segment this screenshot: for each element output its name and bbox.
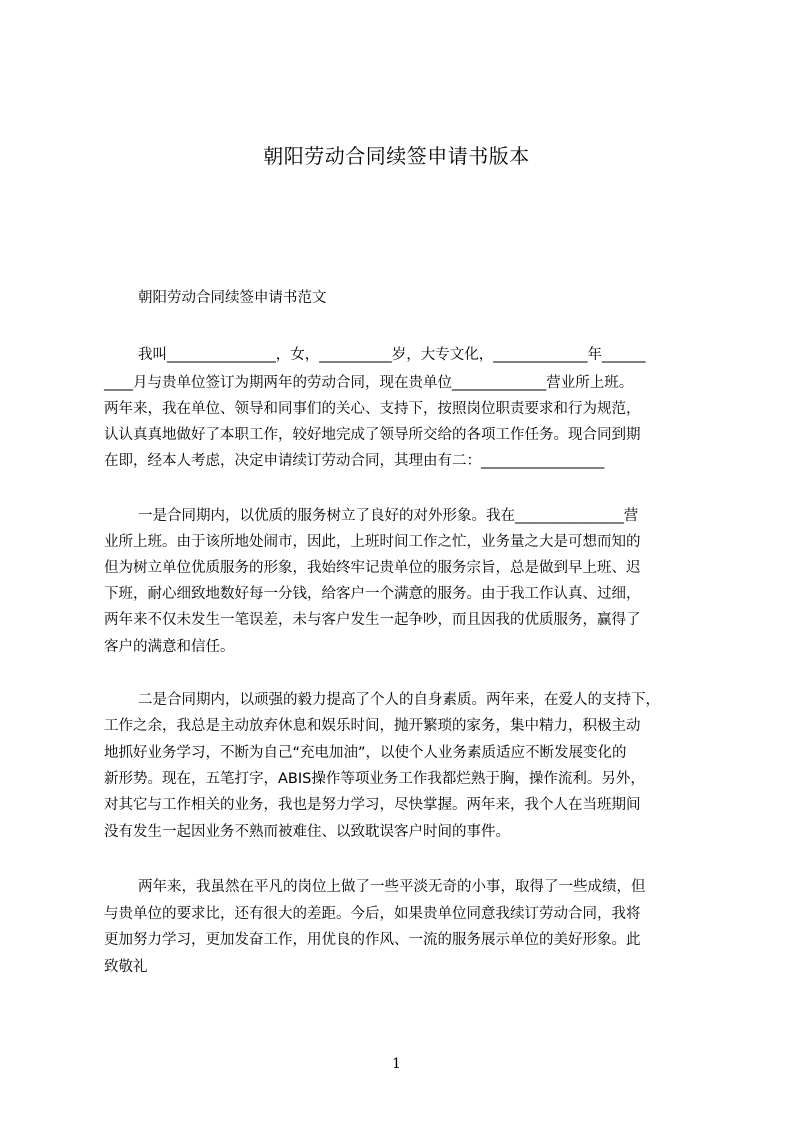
paragraph-2-line-4: 下班，耐心细致地数好每一分钱，给客户一个满意的服务。由于我工作认真、过细， [104,586,641,602]
document-title: 朝阳劳动合同续签申请书版本 [263,144,530,168]
paragraph-2-line-2: 业所上班。由于该所地处闹市，因此，上班时间工作之忙，业务量之大是可想而知的 [104,534,641,550]
paragraph-4-line-1: 两年来，我虽然在平凡的岗位上做了一些平淡无奇的小事，取得了一些成绩，但 [138,879,646,895]
paragraph-4-line-3: 更加努力学习，更加发奋工作，用优良的作风、一流的服务展示单位的美好形象。此 [104,932,641,948]
paragraph-2-line-3: 但为树立单位优质服务的形象，我始终牢记贵单位的服务宗旨，总是做到早上班、迟 [104,560,641,576]
paragraph-1-line-1: 我叫_______________，女，__________岁，大专文化，_____________年______ [138,347,646,363]
paragraph-3-line-6: 没有发生一起因业务不熟而被难住、以致耽误客户时间的事件。 [104,824,510,840]
paragraph-4-line-2: 与贵单位的要求比，还有很大的差距。今后，如果贵单位同意我续订劳动合同，我将 [104,906,641,922]
paragraph-1-line-3: 两年来，我在单位、领导和同事们的关心、支持下，按照岗位职责要求和行为规范， [104,401,641,417]
paragraph-3-line-2: 工作之余，我总是主动放弃休息和娱乐时间，抛开繁琐的家务，集中精力，积极主动 [104,718,641,734]
page-number: 1 [392,1056,401,1072]
paragraph-3-line-3: 地抓好业务学习，不断为自己“充电加油”，以使个人业务素质适应不断发展变化的 [104,745,627,761]
paragraph-1-line-4: 认认真真地做好了本职工作，较好地完成了领导所交给的各项工作任务。现合同到期 [104,427,641,443]
paragraph-4-line-4: 致敬礼 [104,959,148,975]
paragraph-3-line-1: 二是合同期内，以顽强的毅力提高了个人的自身素质。两年来，在爱人的支持下， [138,692,660,708]
paragraph-3-line-4: 新形势。现在，五笔打字，ABIS操作等项业务工作我都烂熟于胸，操作流利。另外， [104,771,645,787]
paragraph-2-line-5: 两年来不仅未发生一笔误差，未与客户发生一起争吵，而且因我的优质服务，赢得了 [104,612,641,628]
document-subtitle: 朝阳劳动合同续签申请书范文 [138,290,327,306]
paragraph-2-line-6: 客户的满意和信任。 [104,639,235,655]
paragraph-3-line-5: 对其它与工作相关的业务，我也是努力学习，尽快掌握。两年来，我个人在当班期间 [104,797,641,813]
paragraph-1-line-2: ____月与贵单位签订为期两年的劳动合同，现在贵单位_____________营业所上班。 [104,375,634,391]
paragraph-2-line-1: 一是合同期内，以优质的服务树立了良好的对外形象。我在_______________营 [138,508,639,524]
paragraph-1-line-5: 在即，经本人考虑，决定申请续订劳动合同，其理由有二：_________________ [104,453,605,469]
